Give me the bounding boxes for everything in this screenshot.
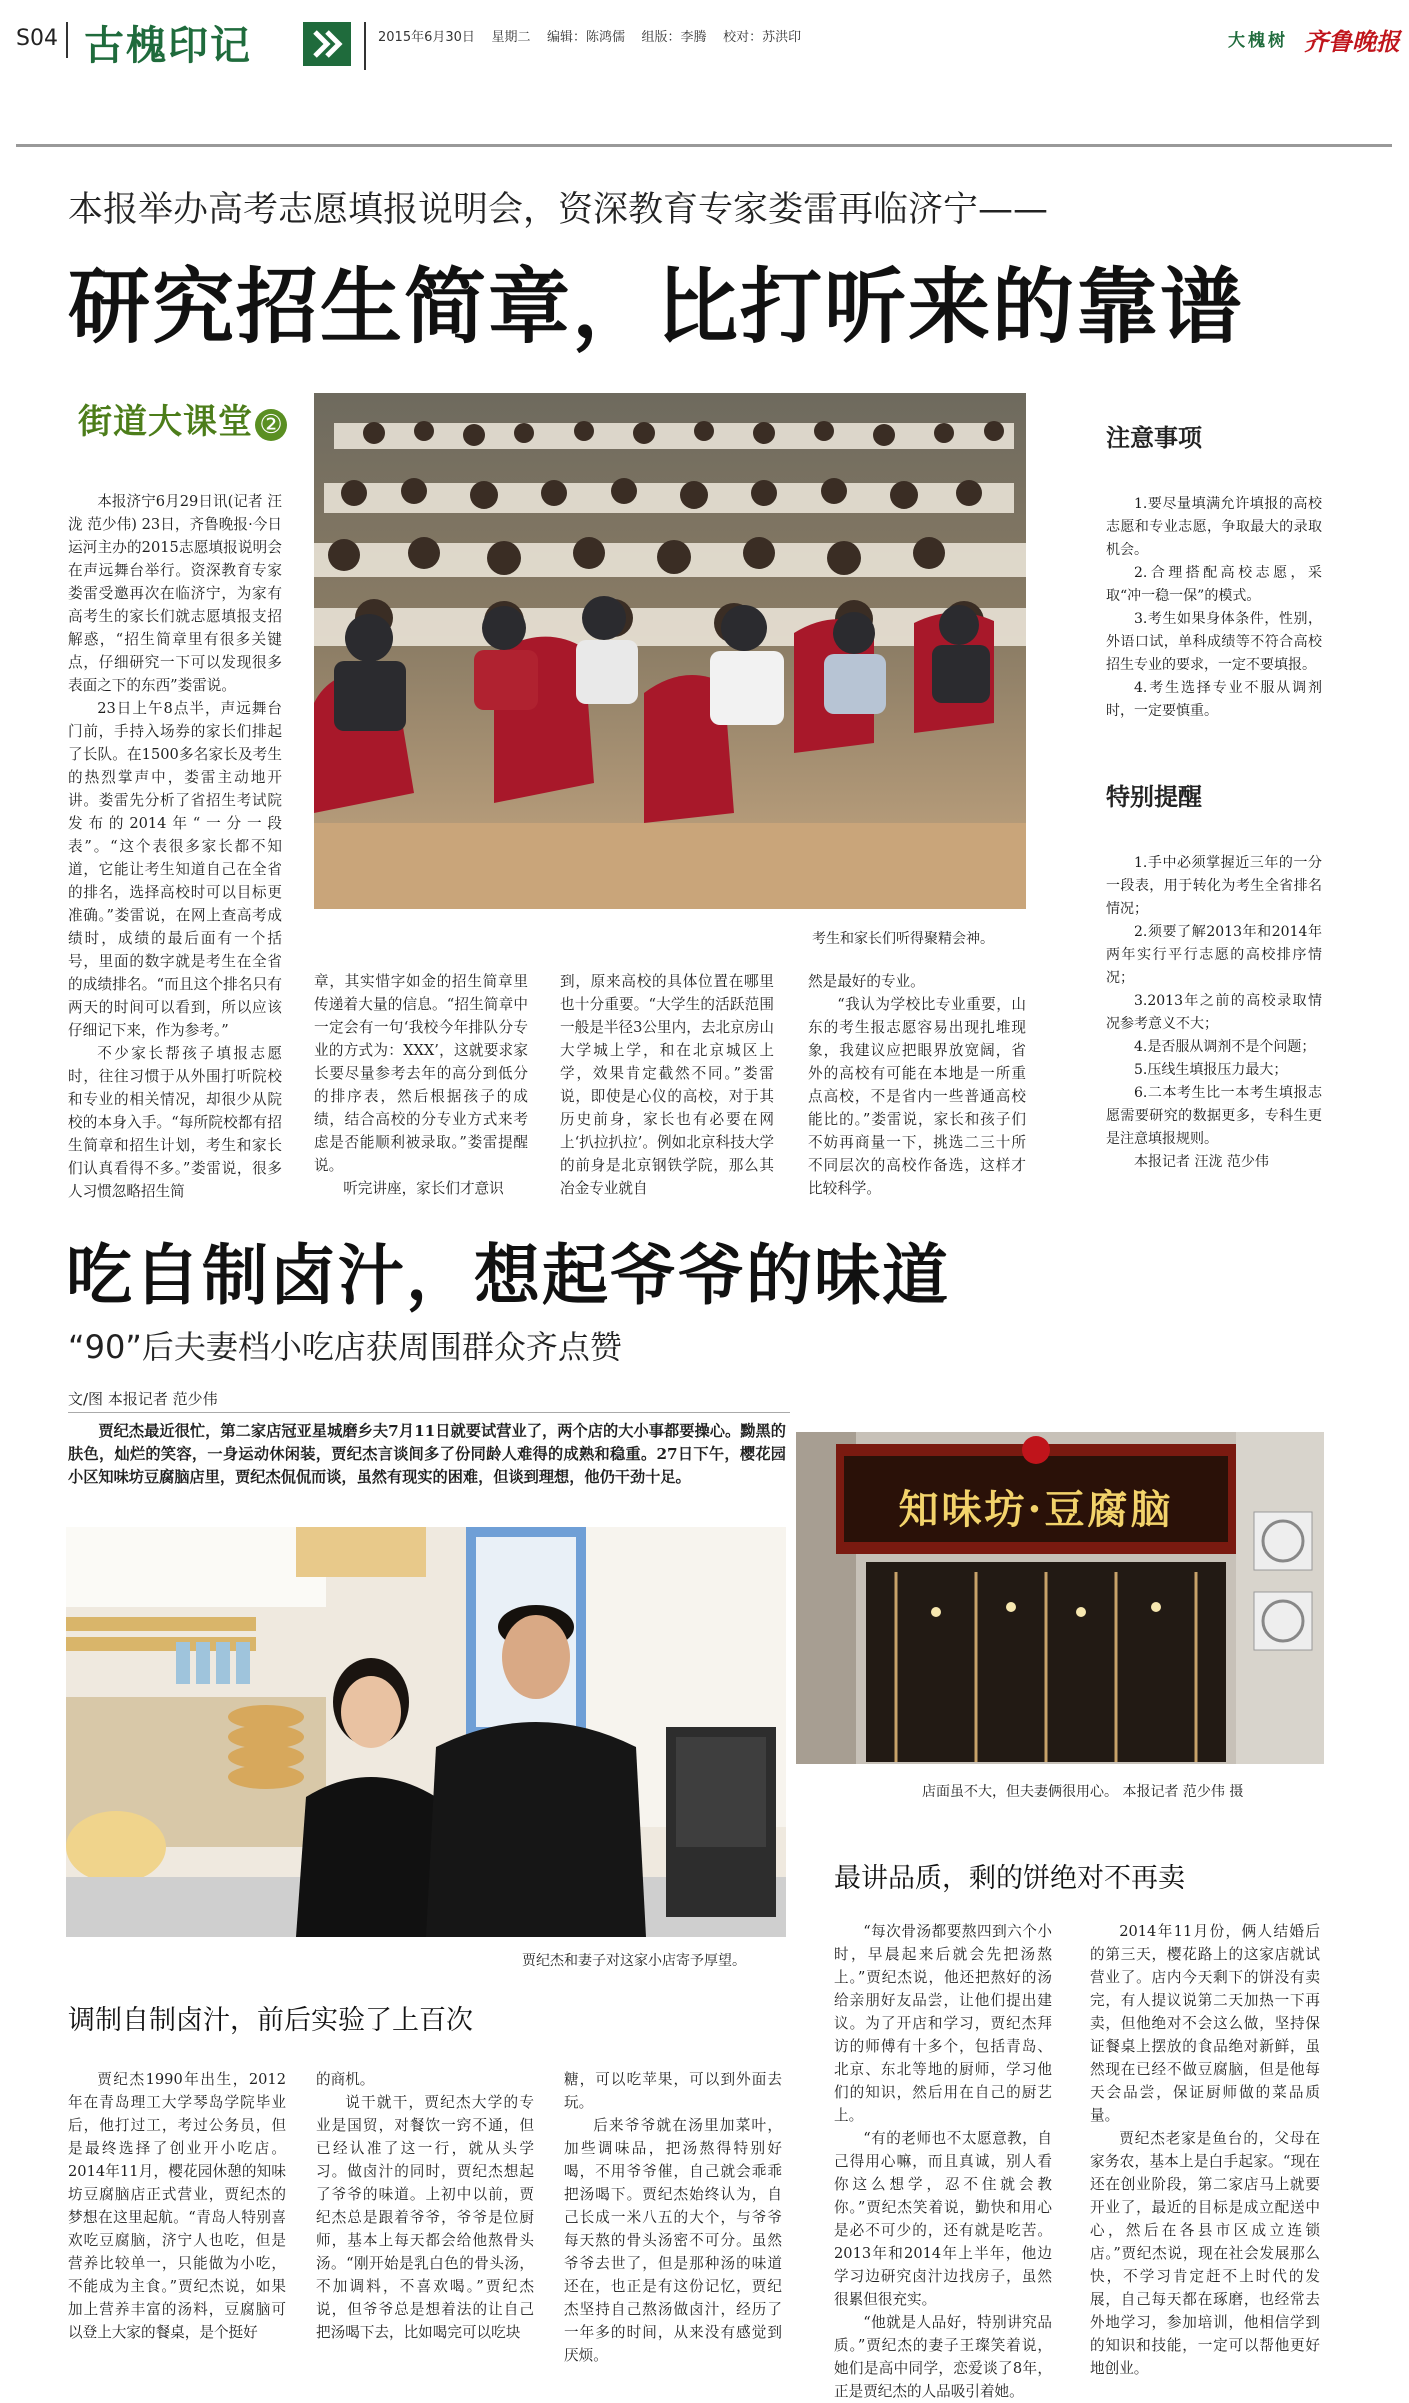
article1-paragraph: 然是最好的专业。 (808, 973, 925, 990)
article1-column-2 (314, 970, 528, 1197)
article1-paragraph: 听完讲座，家长们才意识 (343, 1180, 504, 1197)
notice-title: 注意事项 (1106, 424, 1202, 452)
shop-front-caption: 店面虽不大，但夫妻俩很用心。 本报记者 范少伟 摄 (922, 1784, 1244, 1800)
article2-paragraph: 2014年11月份，俩人结婚后的第三天，樱花路上的这家店就试营业了。店内今天剩下的饼没有卖完，有人提议说第二天加热一下再卖，但他绝对不会这么做，坚持保证餐桌上摆放的食品绝对新鲜，虽然现在已经不做豆腐脑，但是他每天会品尝，保证厨师做的菜品质量。 (1090, 1923, 1320, 2124)
article1-kicker: 本报举办高考志愿填报说明会，资深教育专家娄雷再临济宁—— (68, 190, 1049, 230)
couple-photo (66, 1527, 786, 1937)
header-divider-right (364, 22, 366, 70)
article2-column-2 (316, 2068, 534, 2368)
brand-dahuaishu: 大槐树 (1228, 31, 1288, 51)
article2-column-5 (1090, 1920, 1320, 2377)
article2-column-3 (564, 2068, 782, 2368)
header-meta (378, 26, 801, 45)
street-class-logo-text: 街道大课堂 (78, 402, 253, 442)
section-title: 古槐印记 (84, 23, 252, 69)
remind-item: 3.2013年之前的高校录取情况参考意义不大； (1106, 993, 1322, 1032)
notice-item: 4.考生选择专业不服从调剂时，一定要慎重。 (1106, 680, 1322, 719)
article2-subhead: “90”后夫妻档小吃店获周围群众齐点赞 (68, 1328, 622, 1366)
article1-paragraph: 23日上午8点半，声远舞台门前，手持入场券的家长们排起了长队。在1500多名家长及考生的热烈掌声中，娄雷主动地开讲。娄雷先分析了省招生考试院发布的2014年“一分一段表”。“这个表很多家长都不知道，它能让考生知道自己在全省的排名，选择高校时可以目标更准确。”娄雷说，在网上查高考成绩时，成绩的最后面有一个括号，里面的数字就是考生在全省的成绩排名。“而且这个排名只有两天的时间可以看到，所以应该仔细记下来，作为参考。” (68, 700, 282, 1039)
remind-item: 6.二本考生比一本考生填报志愿需要研究的数据更多，专科生更是注意填报规则。 (1106, 1085, 1322, 1147)
article2-headline: 吃自制卤汁，想起爷爷的味道 (66, 1237, 950, 1314)
article1-column-1 (68, 490, 282, 1200)
brand-qilu-logo: 齐鲁晚报 (1304, 27, 1400, 56)
article1-column-4 (808, 970, 1026, 1197)
shop-sign-text: 知味坊·豆腐脑 (898, 1486, 1174, 1533)
section-arrow-icon (303, 22, 351, 66)
audience-photo-caption: 考生和家长们听得聚精会神。 (812, 931, 994, 947)
article2-paragraph: “有的老师也不太愿意教，自己得用心嘛，而且真诚，别人看你这么想学，忍不住就会教你。”贾纪杰笑着说，勤快和用心是必不可少的，还有就是吃苦。2013年和2014年上半年，他边学习边研究卤汁边找房子，虽然很累但很充实。 (834, 2130, 1052, 2308)
header-divider-left (66, 22, 68, 58)
article2-lead (68, 1420, 786, 1489)
article2-paragraph: 糖，可以吃苹果，可以到外面去玩。 (564, 2071, 782, 2111)
couple-photo-caption: 贾纪杰和妻子对这家小店寄予厚望。 (522, 1953, 746, 1969)
article2-byline-rule (68, 1412, 790, 1413)
remind-item: 4.是否服从调剂不是个问题； (1134, 1039, 1316, 1055)
article1-paragraph: 本报济宁6月29日讯(记者 汪泷 范少伟) 23日，齐鲁晚报·今日运河主办的2015志愿填报说明会在声远舞台举行。资深教育专家娄雷受邀再次在临济宁，为家有高考生的家长们就志愿填报支招解惑，“招生简章里有很多关键点，仔细研究一下可以发现很多表面之下的东西”娄雷说。 (68, 493, 282, 694)
remind-item: 5.压线生填报压力最大； (1134, 1062, 1288, 1078)
article1-column-3 (560, 970, 774, 1197)
editor-credit: 编辑：陈鸿儒 (546, 30, 625, 45)
article2-paragraph: 的商机。 (316, 2071, 375, 2088)
page-number: S04 (16, 26, 58, 51)
article2-paragraph: 说干就干，贾纪杰大学的专业是国贸，对餐饮一窍不通，但已经认准了这一行，就从头学习。做卤汁的同时，贾纪杰想起了爷爷的味道。上初中以前，贾纪杰总是跟着爷爷，爷爷是位厨师，基本上每天都会给他熬骨头汤。“刚开始是乳白色的骨头汤，不加调料，不喜欢喝。”贾纪杰说，但爷爷总是想着法的让自己把汤喝下去，比如喝完可以吃块 (316, 2094, 534, 2341)
article2-paragraph: “每次骨汤都要熬四到六个小时，早晨起来后就会先把汤熬上。”贾纪杰说，他还把熬好的汤给亲朋好友品尝，让他们提出建议。为了开店和学习，贾纪杰拜访的师傅有十多个，包括青岛、北京、东北等地的厨师，学习他们的知识，然后用在自己的厨艺上。 (834, 1923, 1052, 2124)
article2-paragraph: “他就是人品好，特别讲究品质。”贾纪杰的妻子王璨笑着说，她们是高中同学，恋爱谈了8年，正是贾纪杰的人品吸引着她。 (834, 2314, 1052, 2400)
street-class-logo-number: ② (255, 409, 287, 441)
article1-paragraph: 到，原来高校的具体位置在哪里也十分重要。“大学生的活跃范围一般是半径3公里内，去北京房山大学城上学，和在北京城区上学，效果肯定截然不同。”娄雷说，即使是心仪的高校，对于其历史前身，家长也有必要在网上‘扒拉扒拉’。例如北京科技大学的前身是北京钢铁学院，那么其冶金专业就自 (560, 973, 774, 1197)
remind-title: 特别提醒 (1106, 783, 1202, 811)
notice-item: 3.考生如果身体条件，性别，外语口试，单科成绩等不符合高校招生专业的要求，一定不要填报。 (1106, 611, 1322, 673)
issue-date: 2015年6月30日 (378, 30, 475, 45)
subhead-quality: 最讲品质，剩的饼绝对不再卖 (834, 1863, 1185, 1894)
remind-item: 2.须要了解2013年和2014年两年实行平行志愿的高校排序情况； (1106, 924, 1322, 986)
audience-photo (314, 393, 1026, 909)
article2-column-1 (68, 2068, 286, 2368)
header-rule (16, 144, 1392, 147)
article2-paragraph: 后来爷爷就在汤里加菜叶，加些调味品，把汤熬得特别好喝，不用爷爷催，自己就会乖乖把汤喝下。贾纪杰始终认为，自己长成一米八五的大个，与爷爷每天熬的骨头汤密不可分。虽然爷爷去世了，但是那种汤的味道还在，也正是有这份记忆，贾纪杰坚持自己熬汤做卤汁，经历了一年多的时间，从来没有感觉到厌烦。 (564, 2117, 782, 2364)
shop-front-photo (796, 1432, 1324, 1764)
sidebar-byline: 本报记者 汪泷 范少伟 (1134, 1154, 1269, 1170)
article2-paragraph: 贾纪杰老家是鱼台的，父母在家务农，基本上是白手起家。“现在还在创业阶段，第二家店马上就要开业了，最近的目标是成立配送中心，然后在各县市区成立连锁店。”贾纪杰说，现在社会发展那么快，不学习肯定赶不上时代的发展，自己每天都在琢磨，也经常去外地学习，参加培训，他相信学到的知识和技能，一定可以帮他更好地创业。 (1090, 2130, 1320, 2377)
layout-credit: 组版：李腾 (641, 30, 707, 45)
proof-credit: 校对：苏洪印 (723, 30, 802, 45)
article2-lead-paragraph: 贾纪杰最近很忙，第二家店冠亚星城磨乡夫7月11日就要试营业了，两个店的大小事都要操心。黝黑的肤色，灿烂的笑容，一身运动休闲装，贾纪杰言谈间多了份同龄人难得的成熟和稳重。27日下午，樱花园小区知味坊豆腐脑店里，贾纪杰侃侃而谈，虽然有现实的困难，但谈到理想，他仍干劲十足。 (68, 1422, 786, 1486)
subhead-recipe: 调制自制卤汁，前后实验了上百次 (68, 2005, 473, 2036)
article1-sidebar (1106, 418, 1322, 1188)
article2-column-4 (834, 1920, 1052, 2400)
issue-weekday: 星期二 (491, 30, 531, 45)
article1-paragraph: “我认为学校比专业重要，山东的考生报志愿容易出现扎堆现象，我建议应把眼界放宽阔，省外的高校有可能在本地是一所重点高校，不是省内一些普通高校能比的。”娄雷说，家长和孩子们不妨再商量一下，挑选二三十所不同层次的高校作备选，这样才比较科学。 (808, 996, 1026, 1197)
article1-headline: 研究招生简章，比打听来的靠谱 (68, 260, 1245, 355)
remind-item: 1.手中必须掌握近三年的一分一段表，用于转化为考生全省排名情况； (1106, 855, 1322, 917)
notice-item: 2.合理搭配高校志愿，采取“冲一稳一保”的模式。 (1106, 565, 1322, 604)
street-class-logo (78, 394, 310, 462)
article2-byline: 文/图 本报记者 范少伟 (68, 1390, 218, 1408)
article1-paragraph: 章，其实惜字如金的招生简章里传递着大量的信息。“招生简章中一定会有一句‘我校今年排队分专业的方式为：XXX’，这就要求家长要尽量参考去年的高分到低分的排序表，然后根据孩子的成绩，结合高校的分专业方式来考虑是否能顺利被录取。”娄雷提醒说。 (314, 973, 528, 1174)
notice-item: 1.要尽量填满允许填报的高校志愿和专业志愿，争取最大的录取机会。 (1106, 496, 1322, 558)
article1-paragraph: 不少家长帮孩子填报志愿时，往往习惯于从外围打听院校和专业的相关情况，却很少从院校的本身入手。“每所院校都有招生简章和招生计划，考生和家长们认真看得不多。”娄雷说，很多人习惯忽略招生简 (68, 1045, 282, 1200)
article2-paragraph: 贾纪杰1990年出生，2012年在青岛理工大学琴岛学院毕业后，他打过工，考过公务员，但是最终选择了创业开小吃店。2014年11月，樱花园休憩的知味坊豆腐脑店正式营业，贾纪杰的梦想在这里起航。“青岛人特别喜欢吃豆腐脑，济宁人也吃，但是营养比较单一，只能做为小吃，不能成为主食。”贾纪杰说，如果加上营养丰富的汤料，豆腐脑可以登上大家的餐桌，是个挺好 (68, 2071, 286, 2341)
